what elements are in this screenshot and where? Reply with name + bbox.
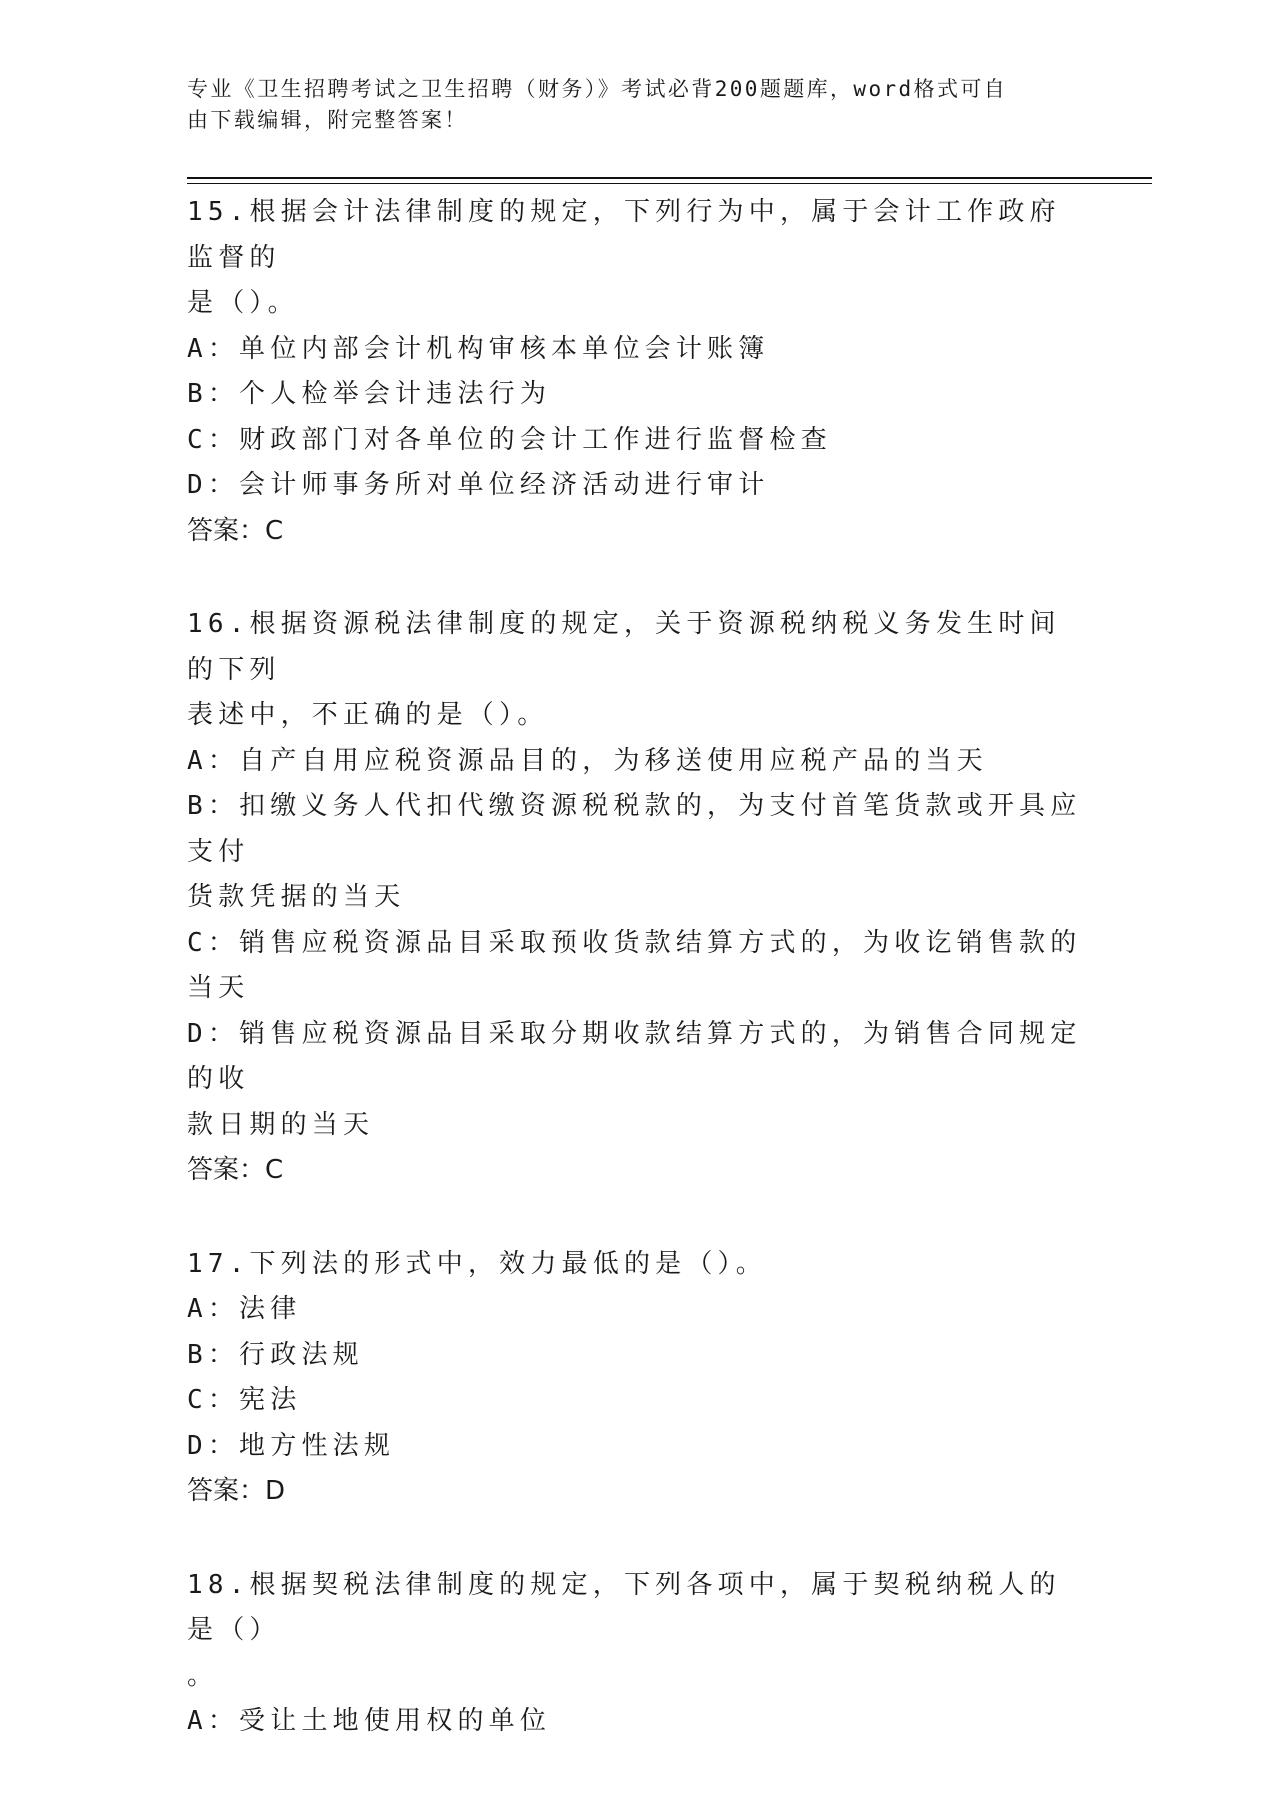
question-stem: 18.根据契税法律制度的规定，下列各项中，属于契税纳税人的是（） bbox=[187, 1569, 1061, 1645]
document-header bbox=[187, 74, 1067, 136]
question-block bbox=[187, 1242, 1087, 1515]
answer-option: C：销售应税资源品目采取预收货款结算方式的，为收讫销售款的当天 bbox=[187, 927, 1082, 1003]
answer-option: A：受让土地使用权的单位 bbox=[187, 1706, 552, 1736]
question-block bbox=[187, 602, 1087, 1194]
question-stem: 。 bbox=[187, 1660, 219, 1691]
answer-key: 答案：D bbox=[187, 1476, 286, 1506]
answer-option: B：扣缴义务人代扣代缴资源税税款的，为支付首笔货款或开具应支付 bbox=[187, 791, 1082, 867]
answer-option: B：个人检举会计违法行为 bbox=[187, 379, 552, 409]
question-stem: 16.根据资源税法律制度的规定，关于资源税纳税义务发生时间的下列 bbox=[187, 609, 1061, 685]
answer-option: A：单位内部会计机构审核本单位会计账簿 bbox=[187, 333, 770, 364]
answer-option: 款日期的当天 bbox=[187, 1109, 375, 1140]
header-line-2: 由下载编辑，附完整答案！ bbox=[187, 108, 468, 132]
answer-key: 答案：C bbox=[187, 515, 284, 546]
answer-option: D：销售应税资源品目采取分期收款结算方式的，为销售合同规定的收 bbox=[187, 1018, 1082, 1094]
question-block bbox=[187, 190, 1087, 554]
answer-option: C：宪法 bbox=[187, 1385, 302, 1415]
answer-option: B：行政法规 bbox=[187, 1339, 364, 1370]
answer-option: C：财政部门对各单位的会计工作进行监督检查 bbox=[187, 424, 832, 455]
answer-option: D：地方性法规 bbox=[187, 1430, 396, 1461]
question-stem: 是（）。 bbox=[187, 288, 299, 318]
header-divider-thin bbox=[187, 183, 1152, 184]
header-line-1: 专业《卫生招聘考试之卫生招聘（财务）》考试必背200题题库，word格式可自 bbox=[187, 77, 1008, 101]
question-block bbox=[187, 1563, 1087, 1745]
answer-key: 答案：C bbox=[187, 1155, 284, 1185]
question-stem: 15.根据会计法律制度的规定，下列行为中，属于会计工作政府监督的 bbox=[187, 197, 1061, 273]
header-divider-thick bbox=[187, 177, 1152, 179]
question-stem: 表述中，不正确的是（）。 bbox=[187, 700, 549, 730]
answer-option: D：会计师事务所对单位经济活动进行审计 bbox=[187, 470, 770, 500]
question-list bbox=[187, 190, 1087, 1793]
question-stem: 17.下列法的形式中，效力最低的是（）。 bbox=[187, 1248, 767, 1279]
answer-option: A：法律 bbox=[187, 1294, 302, 1324]
answer-option: 货款凭据的当天 bbox=[187, 882, 406, 912]
answer-option: A：自产自用应税资源品目的，为移送使用应税产品的当天 bbox=[187, 745, 988, 776]
